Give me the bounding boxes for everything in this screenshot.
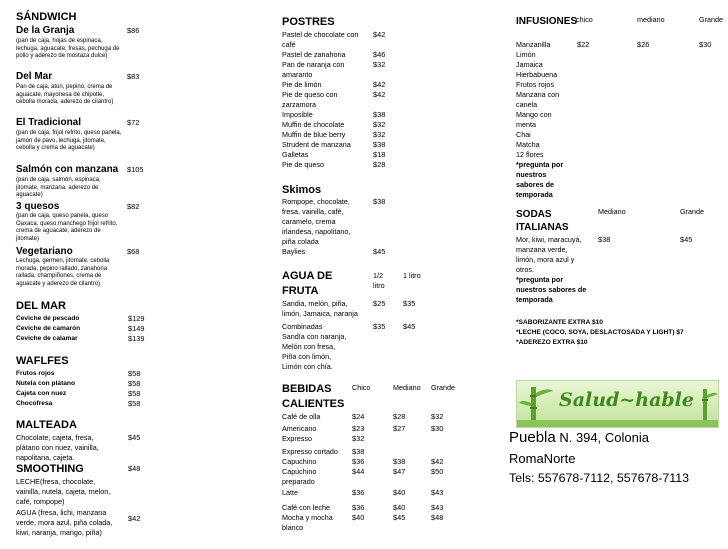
sodas-note-3: temporada: [516, 295, 553, 304]
sodas-line-2: manzana verde,: [516, 245, 568, 254]
waffle-3-price: $58: [128, 389, 141, 398]
infusiones-note-2: nuestros: [516, 170, 547, 179]
del-mar-1-name: Ceviche de pescado: [16, 315, 80, 322]
agua-fruta-title-2: FRUTA: [282, 285, 319, 297]
waffle-2-name: Nutela con plátano: [16, 380, 75, 387]
infusion-flavor-5: Frutos rojos: [516, 80, 554, 89]
skimos-line-1: Rompope, chocolate,: [282, 197, 350, 206]
smoothing-agua-line-1: AGUA (fresa, lichi, manzana: [16, 508, 107, 517]
infusion-flavor-6: Manzana con: [516, 90, 560, 99]
smoothing-leche-line-1: LECHE(fresa, chocolate,: [16, 477, 96, 486]
sandwich-2-name: Del Mar: [16, 71, 53, 82]
bebidas-col-mediano: Mediano: [393, 383, 421, 392]
agua-comb-line-3: Melón con fresa,: [282, 342, 336, 351]
agua-comb-line-4: Piña con limón,: [282, 352, 332, 361]
waffle-2-price: $58: [128, 379, 141, 388]
bebida-7-mediano: $40: [393, 488, 406, 497]
bebida-9-chico: $40: [352, 513, 365, 522]
postre-5-line-2: zarzamora: [282, 100, 316, 109]
bebida-6-chico: $44: [352, 467, 365, 476]
bebidas-title-1: BEBIDAS: [282, 383, 332, 395]
postre-7-price: $32: [373, 120, 386, 129]
del-mar-2-name: Ceviche de camarón: [16, 325, 81, 332]
bebida-3-name: Expresso: [282, 434, 312, 443]
sodas-line-3: limón, mora azul y: [516, 255, 575, 264]
infusiones-col-chico: chico: [576, 15, 593, 24]
logo-bar: [517, 420, 718, 427]
postre-10-name: Galletas: [282, 150, 309, 159]
smoothing-title: SMOOTHING: [16, 463, 84, 475]
bebida-5-grande: $42: [431, 457, 444, 466]
logo-text: Salud~hable: [559, 389, 694, 411]
postre-8-price: $32: [373, 130, 386, 139]
postre-5-price: $42: [373, 90, 386, 99]
agua-col-litro: 1 litro: [403, 271, 421, 280]
waffles-title: WAFLFES: [16, 355, 69, 367]
waffle-3-name: Cajeta con nuez: [16, 390, 67, 397]
sandwich-6-price: $68: [127, 247, 140, 256]
sandwich-3-name: El Tradicional: [16, 117, 82, 128]
sandwich-3-price: $72: [127, 118, 140, 127]
bebida-7-grande: $43: [431, 488, 444, 497]
del-mar-title: DEL MAR: [16, 300, 66, 312]
skimos-line-2: fresa, vainilla, café,: [282, 207, 344, 216]
sandwich-6-name: Vegetariano: [16, 246, 73, 257]
postre-9-price: $38: [373, 140, 386, 149]
bebida-6-name: Capuchino: [282, 467, 317, 476]
infusiones-price-mediano: $26: [637, 40, 650, 49]
sodas-line-1: Mor, kiwi, maracuyá,: [516, 235, 582, 244]
skimos-line-3: caramelo, crema: [282, 217, 336, 226]
postre-8-name: Muffin de blue berry: [282, 130, 346, 139]
waffle-1-price: $58: [128, 369, 141, 378]
extra-leche: *LECHE (COCO, SOYA, DESLACTOSADA Y LIGHT) $7: [516, 329, 684, 336]
sodas-note-1: *pregunta por: [516, 275, 564, 284]
postre-10-price: $18: [373, 150, 386, 159]
postres-title: POSTRES: [282, 16, 335, 28]
sandwich-3-desc: (pan de caja, frijol refrito, queso panela, jamón de pavo, lechuga, jitomate, cebolla y crema de aguacate): [16, 130, 122, 152]
address-city: Puebla: [509, 429, 556, 446]
skimos-price: $38: [373, 197, 386, 206]
bebidas-col-chico: Chico: [352, 383, 371, 392]
baylies-name: Baylies: [282, 247, 306, 256]
agua-sandia-price-half: $25: [373, 299, 386, 308]
postre-2-price: $46: [373, 50, 386, 59]
bebida-7-name: Latte: [282, 488, 298, 497]
del-mar-2-price: $149: [128, 324, 145, 333]
infusion-flavor-2: Limón: [516, 50, 536, 59]
bebida-3-chico: $32: [352, 434, 365, 443]
agua-sandia-line-1: Sandia, melón, piña,: [282, 299, 348, 308]
skimos-line-4: irlandesa, napolitano,: [282, 227, 351, 236]
del-mar-3-name: Ceviche de calamar: [16, 335, 78, 342]
infusiones-note-3: sabores de: [516, 180, 554, 189]
postre-2-name: Pastel de zanahoria: [282, 50, 346, 59]
waffle-4-name: Chocofresa: [16, 400, 53, 407]
postre-5-line-1: Pie de queso con: [282, 90, 338, 99]
malteada-line-3: napolitana, cajeta.: [16, 453, 75, 462]
address-line-2: RomaNorte: [509, 451, 576, 466]
infusiones-col-grande: Grande: [699, 15, 723, 24]
sodas-price-mediano: $38: [598, 235, 611, 244]
malteada-title: MALTEADA: [16, 419, 77, 431]
extra-saborizante: *SABORIZANTE EXTRA $10: [516, 319, 603, 326]
postre-11-name: Pie de queso: [282, 160, 324, 169]
bebida-8-mediano: $40: [393, 503, 406, 512]
sandwich-5-price: $82: [127, 202, 140, 211]
infusion-flavor-7: canela: [516, 100, 538, 109]
postre-1-line-2: café: [282, 40, 296, 49]
postre-11-price: $28: [373, 160, 386, 169]
bebida-9b-name: blanco: [282, 523, 304, 532]
sodas-price-grande: $45: [680, 235, 693, 244]
postre-4-price: $42: [373, 80, 386, 89]
waffle-1-name: Frutos rojos: [16, 370, 55, 377]
bebida-5-mediano: $38: [393, 457, 406, 466]
postre-6-name: Imposible: [282, 110, 313, 119]
bebida-6-grande: $50: [431, 467, 444, 476]
bebida-1-mediano: $28: [393, 412, 406, 421]
bebida-2-mediano: $27: [393, 424, 406, 433]
bebida-6-mediano: $47: [393, 467, 406, 476]
postre-7-name: Muffin de chocolate: [282, 120, 345, 129]
sandwich-4-desc: (pan de caja, salmón, espinaca, jitomate, manzana, aderezo de aguacate): [16, 177, 101, 199]
bebida-8-name: Café con leche: [282, 503, 330, 512]
sandwich-1-name: De la Granja: [16, 25, 75, 36]
phone-numbers: Tels: 557678-7112, 557678-7113: [509, 471, 690, 485]
smoothing-leche-line-3: café, rompope): [16, 497, 65, 506]
malteada-price: $45: [128, 433, 141, 442]
sandwich-2-price: $83: [127, 72, 140, 81]
infusiones-col-mediano: mediano: [637, 15, 665, 24]
smoothing-leche-line-2: vainilla, nutela, cajeta, melon,: [16, 487, 111, 496]
sandwich-2-desc: Pan de caja, atún, pepino, crema de aguacate, mayonesa de chipotle, cebolla morada, aderezo de cilantro): [16, 84, 114, 106]
agua-sandia-price-litro: $35: [403, 299, 416, 308]
malteada-line-1: Chocolate, cajeta, fresa,: [16, 433, 94, 442]
infusiones-price-grande: $30: [699, 40, 712, 49]
infusion-flavor-11: Matcha: [516, 140, 540, 149]
del-mar-1-price: $129: [128, 314, 145, 323]
bebida-9-name: Mocha y mocha: [282, 513, 333, 522]
infusion-flavor-10: Chai: [516, 130, 531, 139]
del-mar-3-price: $139: [128, 334, 145, 343]
sodas-note-2: nuestros sabores de: [516, 285, 587, 294]
bebida-2-chico: $23: [352, 424, 365, 433]
bebida-8-grande: $43: [431, 503, 444, 512]
postre-3-price: $32: [373, 60, 386, 69]
postre-1-price: $42: [373, 30, 386, 39]
postre-9-name: Strudent de manzana: [282, 140, 351, 149]
sandwich-6-desc: Lechuga, germen, jitomate, cebolla morada, pepino rallado, zanahoria rallada, champiñones, crema de aguacate y aderezo de cilantro): [16, 258, 110, 287]
sodas-col-mediano: Mediano: [598, 207, 626, 216]
skimos-title: Skimos: [282, 184, 322, 196]
bebida-4-chico: $38: [352, 447, 365, 456]
bebidas-title-2: CALIENTES: [282, 398, 345, 410]
sodas-title-2: ITALIANAS: [516, 222, 569, 233]
bebidas-col-grande: Grande: [431, 383, 455, 392]
postre-6-price: $38: [373, 110, 386, 119]
postre-4-name: Pie de limón: [282, 80, 322, 89]
sandwich-4-name: Salmón con manzana: [16, 164, 119, 175]
infusiones-title: INFUSIONES: [516, 16, 578, 27]
smoothing-leche-price: $48: [128, 464, 141, 473]
infusiones-note-1: *pregunta por: [516, 160, 564, 169]
bebida-9-grande: $48: [431, 513, 444, 522]
bebida-1-chico: $24: [352, 412, 365, 421]
sandwich-title: SÁNDWICH: [16, 11, 77, 23]
address-street: N. 394, Colonia: [555, 430, 649, 445]
waffle-4-price: $58: [128, 399, 141, 408]
smoothing-agua-line-3: kiwi, naranja, mango, piña): [16, 528, 102, 537]
bebida-5-chico: $36: [352, 457, 365, 466]
infusion-flavor-4: Hierbabuena: [516, 70, 558, 79]
infusiones-note-4: temporada: [516, 190, 553, 199]
sodas-col-grande: Grande: [680, 207, 704, 216]
agua-col-half: 1/2: [373, 271, 383, 280]
address-line-1: [509, 428, 649, 448]
infusion-flavor-3: Jamaica: [516, 60, 543, 69]
agua-comb-price-half: $35: [373, 322, 386, 331]
agua-col-half-litro: litro: [373, 281, 385, 290]
infusion-flavor-1: Manzanilla: [516, 40, 551, 49]
postre-3-line-1: Pan de naranja con: [282, 60, 345, 69]
sandwich-5-desc: (pan de caja, queso panela, queso Oaxaca, queso manchego frijol refrito, crema de aguacate, aderezo de jitomate): [16, 213, 118, 242]
sodas-title-1: SODAS: [516, 209, 552, 220]
bebida-8-chico: $36: [352, 503, 365, 512]
agua-comb-line-5: Limón con chía.: [282, 362, 333, 371]
bebida-2-name: Americano: [282, 424, 317, 433]
skimos-line-5: piña colada: [282, 237, 319, 246]
bebida-6b-name: preparado: [282, 477, 315, 486]
smoothing-agua-price: $42: [128, 514, 141, 523]
infusion-flavor-8: Mango con: [516, 110, 552, 119]
bebida-4-name: Expresso cortado: [282, 447, 338, 456]
agua-fruta-title-1: AGUA DE: [282, 270, 333, 282]
postre-1-line-1: Pastel de chocolate con: [282, 30, 359, 39]
bebida-1-name: Café de olla: [282, 412, 321, 421]
bebida-7-chico: $36: [352, 488, 365, 497]
postre-3-line-2: amaranto: [282, 70, 313, 79]
sandwich-5-name: 3 quesos: [16, 201, 60, 212]
infusiones-price-chico: $22: [577, 40, 590, 49]
salud-hable-logo: [516, 380, 719, 428]
sandwich-1-price: $86: [127, 26, 140, 35]
infusion-flavor-12: 12 flores: [516, 150, 544, 159]
agua-comb-price-litro: $45: [403, 322, 416, 331]
extra-aderezo: *ADEREZO EXTRA $10: [516, 339, 588, 346]
bebida-5-name: Capuchino: [282, 457, 317, 466]
agua-comb-line-1: Combinadas: [282, 322, 323, 331]
sandwich-4-price: $105: [127, 165, 144, 174]
bebida-9-mediano: $45: [393, 513, 406, 522]
smoothing-agua-line-2: verde, mora azul, piña colada,: [16, 518, 113, 527]
bebida-2-grande: $30: [431, 424, 444, 433]
baylies-price: $45: [373, 247, 386, 256]
bebida-1-grande: $32: [431, 412, 444, 421]
sodas-line-4: otros.: [516, 265, 534, 274]
infusion-flavor-9: menta: [516, 120, 536, 129]
agua-comb-line-2: Sandía con naranja,: [282, 332, 347, 341]
malteada-line-2: plátano con nuez, vainilla,: [16, 443, 99, 452]
agua-sandia-line-2: limón, Jamaica, naranja: [282, 309, 358, 318]
sandwich-1-desc: (pan de caja, hojas de espinaca, lechuga, aguacate, fresas, pechuga de pollo y aderezo de mostaza dulce): [16, 38, 120, 60]
